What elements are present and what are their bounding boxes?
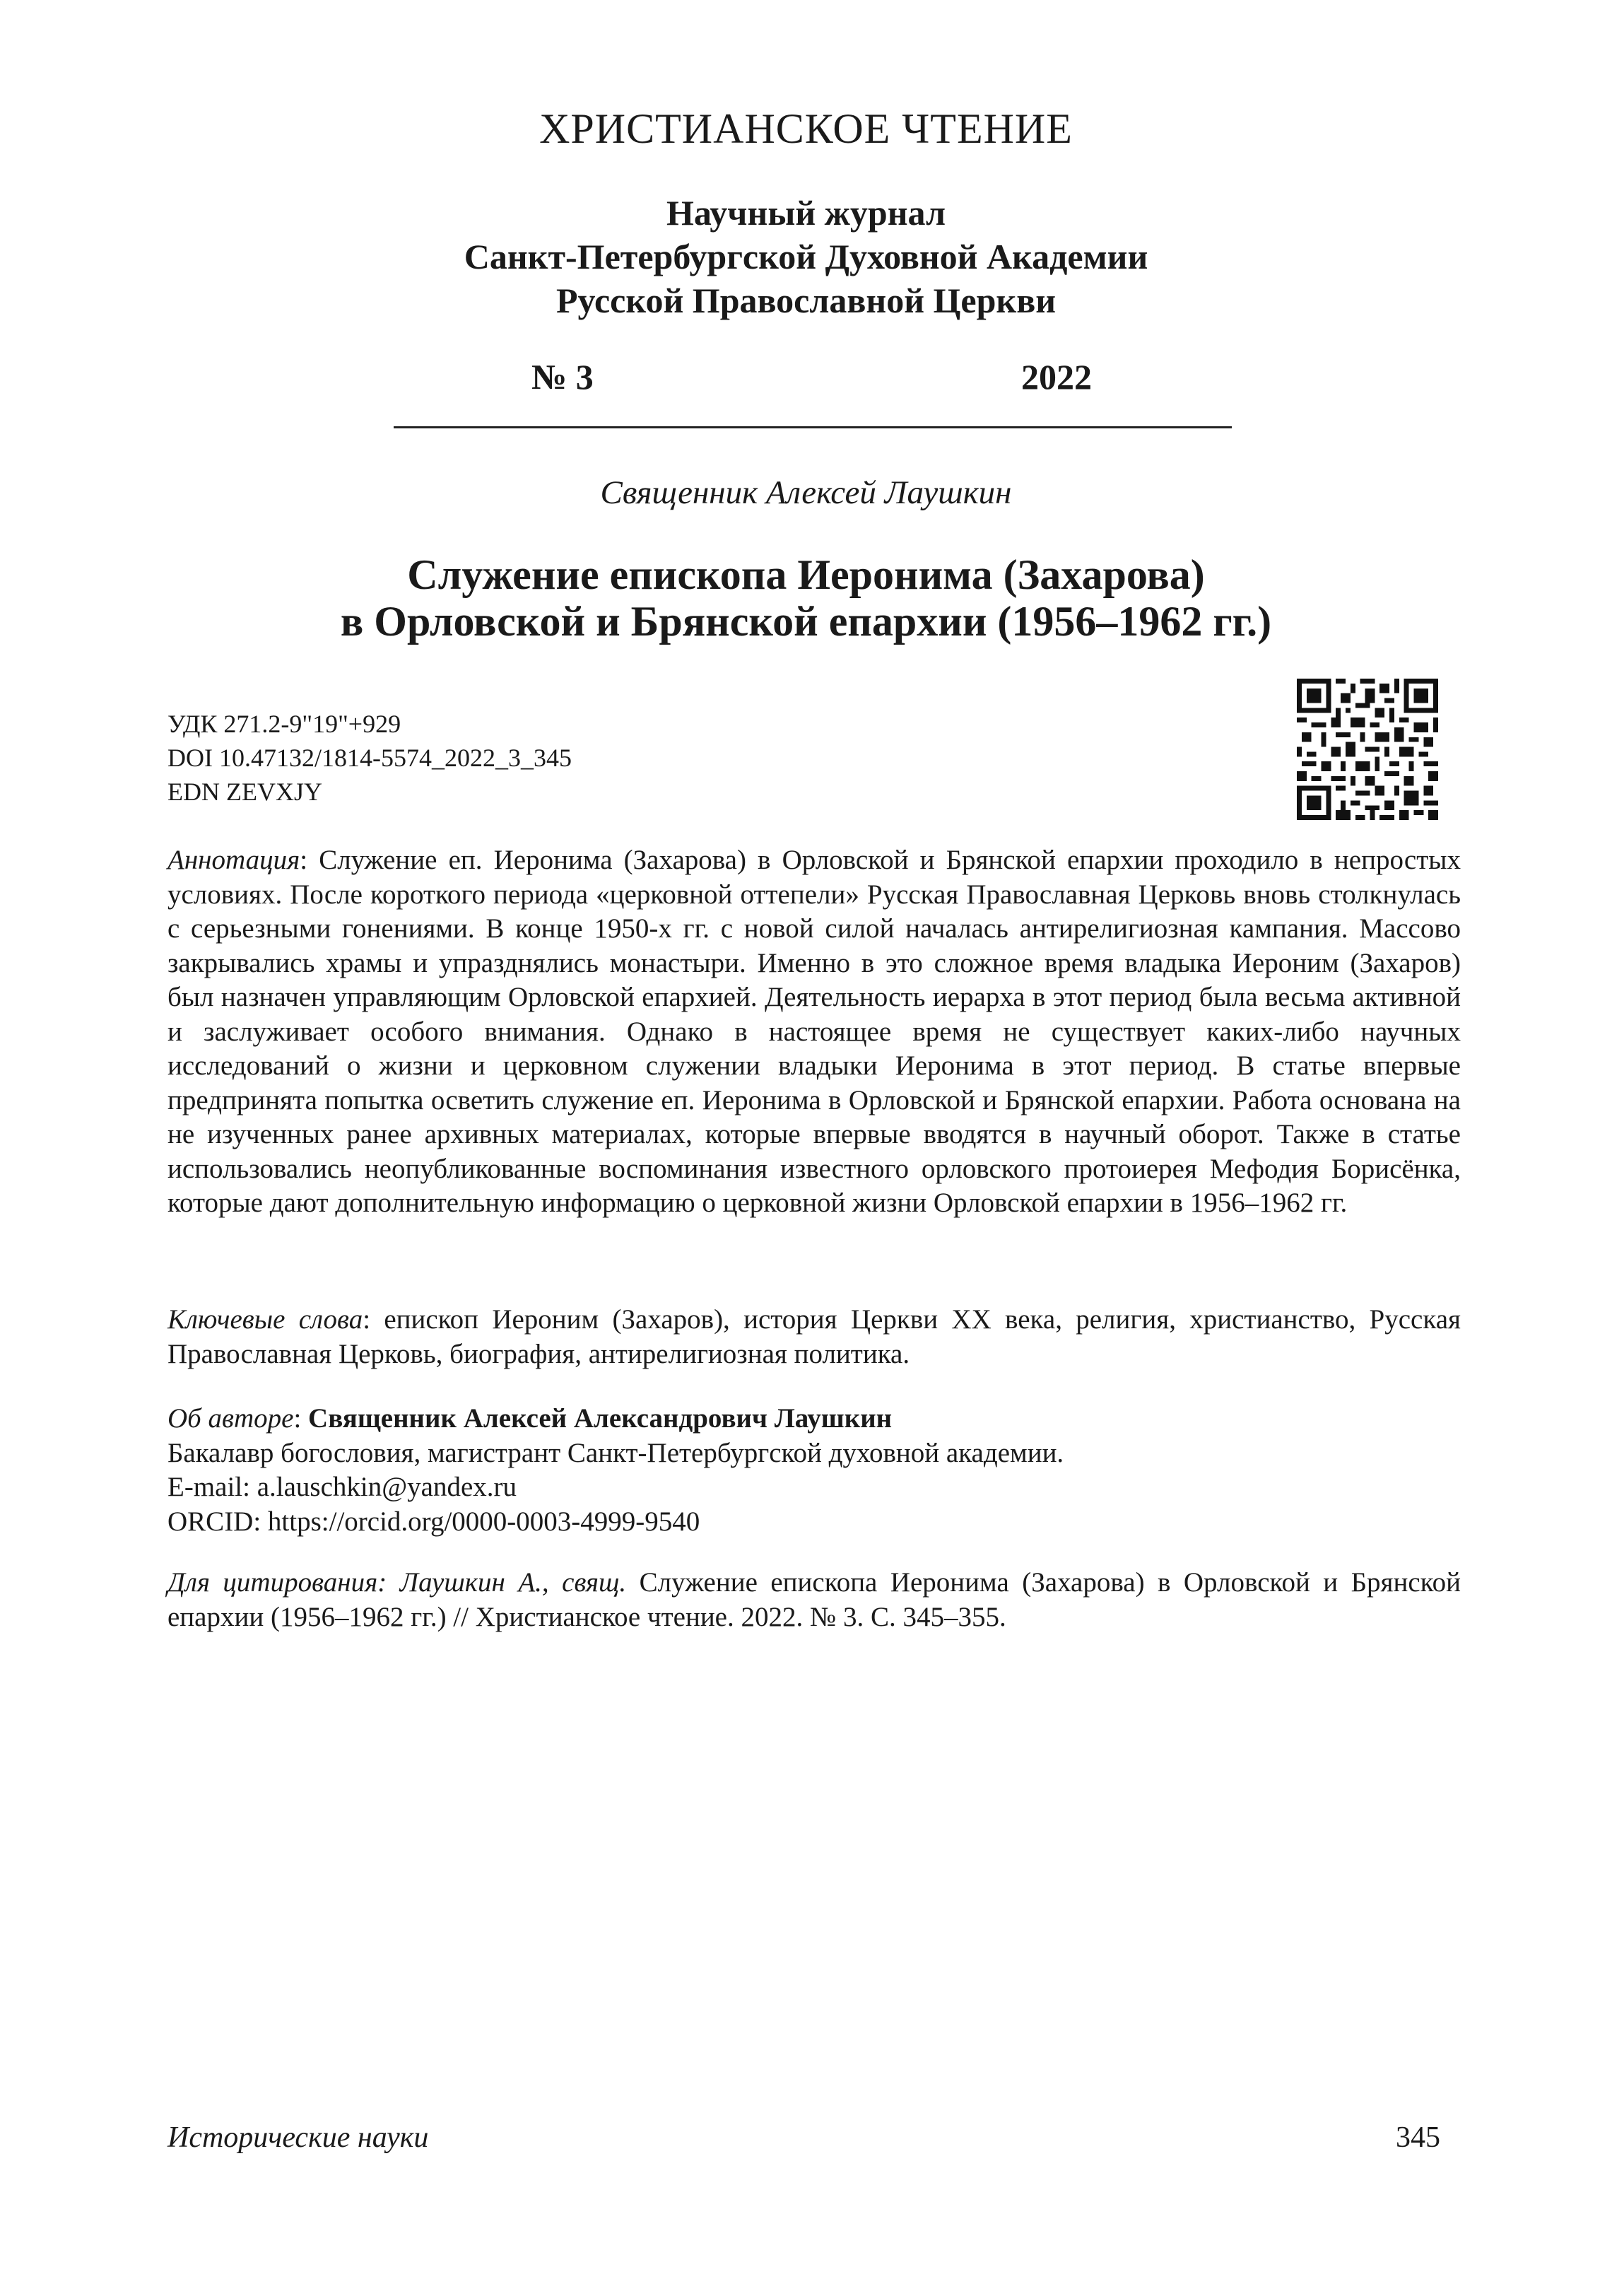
abstract (167, 843, 1461, 1221)
author-email-link[interactable]: E-mail: a.lauschkin@yandex.ru (167, 1472, 517, 1502)
about-colon: : (293, 1403, 309, 1434)
keywords (167, 1303, 1461, 1371)
journal-title: ХРИСТИАНСКОЕ ЧТЕНИЕ (539, 105, 1073, 152)
article-identifiers (167, 707, 572, 809)
header-divider (394, 426, 1232, 428)
journal-subtitle (0, 191, 1612, 322)
abstract-label: Аннотация (167, 845, 300, 875)
udk: УДК 271.2-9"19"+929 (167, 710, 401, 738)
subtitle-line: Научный журнал (666, 193, 946, 233)
issue-year: 2022 (1021, 357, 1092, 397)
article-author: Священник Алексей Лаушкин (600, 474, 1012, 511)
issue-number: № 3 (531, 357, 594, 397)
title-line: Служение епископа Иеронима (Захарова) (407, 551, 1205, 598)
subtitle-line: Санкт-Петербургской Духовной Академии (464, 237, 1148, 276)
about-author (167, 1402, 1461, 1539)
edn: EDN ZEVXJY (167, 778, 322, 806)
citation (167, 1566, 1461, 1634)
subtitle-line: Русской Православной Церкви (555, 281, 1057, 320)
footer-section: Исторические науки (167, 2121, 429, 2154)
about-degree: Бакалавр богословия, магистрант Санкт-Петербургской духовной академии. (167, 1437, 1064, 1468)
qr-code-icon[interactable] (1297, 679, 1438, 820)
title-line: в Орловской и Брянской епархии (1956–1962 гг.) (340, 598, 1272, 645)
page-number: 345 (1396, 2121, 1440, 2154)
article-title (0, 551, 1612, 645)
about-label: Об авторе (167, 1403, 294, 1434)
citation-label: Для цитирования: Лаушкин А., свящ. (167, 1567, 627, 1598)
keywords-label: Ключевые слова (167, 1304, 363, 1335)
author-orcid-link[interactable]: ORCID: https://orcid.org/0000-0003-4999-9540 (167, 1506, 700, 1537)
citation-text: Служение епископа Иеронима (Захарова) в Орловской и Брянской епархии (1956–1962 гг.) // Христианское чтение. 2022. № 3. С. 345–355. (167, 1567, 1461, 1632)
keywords-text: : епископ Иероним (Захаров), история Церкви XX века, религия, христианство, Русская Православная Церковь, биография, антирелигиозная политика. (167, 1304, 1461, 1369)
abstract-text: : Служение еп. Иеронима (Захарова) в Орловской и Брянской епархии проходило в непростых условиях. После короткого периода «церковной оттепели» Русская Православная Церковь вновь столкнулась с серьезными гонениями. В конце 1950-х гг. с новой силой началась антирелигиозная кампания. Массово закрывались храмы и упразднялись монастыри. Именно в это сложное время владыка Иероним (Захаров) был назначен управляющим Орловской епархией. Деятельность иерарха в этот период была весьма активной и заслуживает особого внимания. Однако в настоящее время не существует каких-либо научных исследований о жизни и церковном служении владыки Иеронима в этот период. В статье впервые предпринята попытка осветить служение еп. Иеронима в Орловской и Брянской епархии. Работа основана на не изученных ранее архивных материалах, которые впервые вводятся в научный оборот. Также в статье использовались неопубликованные воспоминания известного орловского протоиерея Мефодия Борисёнка, которые дают дополнительную информацию о церковной жизни Орловской епархии в 1956–1962 гг. (167, 845, 1461, 1218)
about-name: Священник Алексей Александрович Лаушкин (308, 1403, 893, 1434)
doi: DOI 10.47132/1814-5574_2022_3_345 (167, 744, 572, 772)
